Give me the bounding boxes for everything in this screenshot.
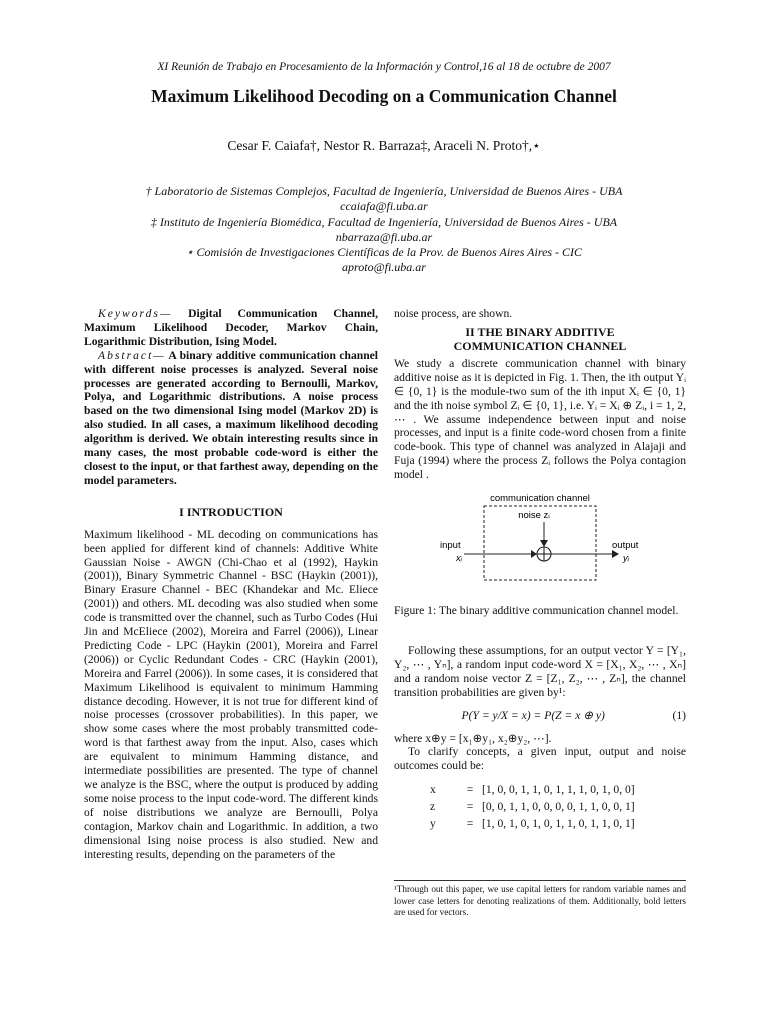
sequence-z-value: [0, 0, 1, 1, 0, 0, 0, 0, 1, 1, 0, 0, 1] xyxy=(482,800,635,814)
equation-1 xyxy=(394,709,686,723)
example-sequences xyxy=(430,781,686,832)
sequence-x-eq: = xyxy=(466,783,474,797)
input-var: xᵢ xyxy=(456,553,462,565)
equation-1-number: (1) xyxy=(672,708,686,722)
sequence-x xyxy=(430,781,686,798)
noise-arrow-head xyxy=(540,540,548,547)
paper-title: Maximum Likelihood Decoding on a Communication Channel xyxy=(151,86,617,106)
left-column xyxy=(84,307,378,861)
email-2[interactable]: nbarraza@fi.uba.ar xyxy=(335,229,433,244)
sequence-y-var: y xyxy=(430,817,436,831)
sequence-x-value: [1, 0, 0, 1, 1, 0, 1, 1, 1, 0, 1, 0, 0] xyxy=(482,783,635,797)
sequence-y-value: [1, 0, 1, 0, 1, 0, 1, 1, 0, 1, 1, 0, 1] xyxy=(482,817,635,831)
sequence-x-var: x xyxy=(430,783,436,797)
sequence-y xyxy=(430,815,686,832)
sequence-z-var: z xyxy=(430,800,436,814)
section-2-heading-line-2: COMMUNICATION CHANNEL xyxy=(453,338,627,353)
right-column xyxy=(394,307,686,836)
channel-diagram xyxy=(394,492,686,602)
affiliation-2: ‡ Instituto de Ingeniería Biomédica, Facultad de Ingeniería, Universidad de Buenos Aires - UBA xyxy=(150,214,618,229)
email-1[interactable]: ccaiafa@fi.uba.ar xyxy=(340,199,428,214)
email-3[interactable]: aproto@fi.uba.ar xyxy=(342,260,426,275)
figure-1-caption: Figure 1: The binary additive communication channel model. xyxy=(394,604,679,618)
output-arrow-head xyxy=(612,550,619,558)
continuation-text: noise process, are shown. xyxy=(394,307,513,320)
figure-1 xyxy=(394,492,686,602)
section-2-para-4: To clarify concepts, a given input, output and noise outcomes could be: xyxy=(394,745,686,773)
conference-line: XI Reunión de Trabajo en Procesamiento de la Información y Control,16 al 18 de octubre de 2007 xyxy=(157,61,611,73)
section-2-heading-line-1: II THE BINARY ADDITIVE xyxy=(465,324,615,339)
section-2-heading xyxy=(394,325,686,353)
abstract-label: Abstract— xyxy=(98,348,166,362)
sequence-z-eq: = xyxy=(466,800,474,814)
channel-box-label: communication channel xyxy=(490,493,590,505)
keywords xyxy=(84,307,378,349)
footnote-1: ¹Through out this paper, we use capital letters for random variable names and lower case letters for denoting realizations of them. Additionally, bold letters are used for vectors. xyxy=(394,880,686,919)
output-label: output xyxy=(612,540,639,552)
keywords-text: Digital Communication Channel, Maximum Likelihood Decoder, Markov Chain, Logarithmic Distribution, Ising Model. xyxy=(84,307,379,348)
affiliation-3: ⋆ Comisión de Investigaciones Científicas de la Prov. de Buenos Aires Aires - CIC xyxy=(185,245,583,260)
section-2-para-2: Following these assumptions, for an output vector Y = [Y₁, Y₂, ⋯ , Yₙ], a random input code-word X = [X₁, X₂, ⋯ , Xₙ] and a random noise vector Z = [Z₁, Z₂, ⋯ , Zₙ], the channel transition probabilities are given by¹: xyxy=(394,643,686,699)
section-1-text: Maximum likelihood - ML decoding on communications has been applied for different kind of channels: Additive White Gaussian Noise - AWGN (Chi-Chao et al (1992), Haykin (2001)), Binary Symmetric Channel - BSC (Haykin (2001)), Binary Erasure Channel - BEC (Khandekar and Mc. Eliece (2001)) and others. ML decoding was also studied when some code is transmitted over the channel, such as Turbo Codes (Hui Jin and McEliece (2002), Moreira and Farrel (2006)), Linear Predicting Code - LPC (Haykin (2001), Moreira and Farrel (2006)) or Cyclic Redundant Codes - CRC (Haykin (2001), Moreira and Farrel (2006)). In some cases, it is considered that Maximum Likelihood is equivalent to minimum Hamming distance decoding. However, it is not true for different kind of noise processes (crossover probabilities). In this paper, we show some cases where the most probably transmitted code-word is that farthest away from the input. Also, cases which are equivalent to minimum Hamming distance, and intermediate possibilities are presented. The type of channel we analyze is the BSC, where the output is produced by adding some noise process to the input code-word. The different kinds of noise distributions we analyze are Bernoulli, Polya contagion, Markov chain and Logarithmic. In addition, a two dimensional Ising noise process is also studied. New and interesting results, depending on the parameters of the xyxy=(84,527,378,861)
affiliation-1: † Laboratorio de Sistemas Complejos, Facultad de Ingeniería, Universidad de Buenos Aires - UBA xyxy=(145,184,623,198)
sequence-z xyxy=(430,798,686,815)
section-2-para-1: We study a discrete communication channel with binary additive noise as it is depicted in Fig. 1. Then, the ith output Yᵢ ∈ {0, 1} is the module-two sum of the ith input Xᵢ ∈ {0, 1} and the ith noise symbol Zᵢ ∈ {0, 1}, i.e. Yᵢ = Xᵢ ⊕ Zᵢ, i = 1, 2, ⋯ . We assume independence between input and noise processes, and input is a finite code-word chosen from a finite code-book. This type of channel was analyzed in Alajaji and Fuja (1994) where the process Zᵢ follows the Polya contagion model . xyxy=(394,356,686,482)
affiliations xyxy=(0,184,768,276)
input-label: input xyxy=(440,540,461,552)
keywords-label: Keywords— xyxy=(98,307,173,320)
authors: Cesar F. Caiafa†, Nestor R. Barraza‡, Araceli N. Proto†,⋆ xyxy=(227,138,541,153)
abstract xyxy=(84,349,378,488)
equation-1-body: P(Y = y/X = x) = P(Z = x ⊕ y) xyxy=(461,708,605,722)
noise-label: noise zᵢ xyxy=(518,510,550,522)
section-2-para-3: where x⊕y = [x₁⊕y₁, x₂⊕y₂, ⋯]. xyxy=(394,731,552,745)
output-var: yᵢ xyxy=(623,553,629,565)
input-arrow-head xyxy=(531,550,537,558)
sequence-y-eq: = xyxy=(466,817,474,831)
abstract-text: A binary additive communication channel with different noise processes is analyzed. Several noise processes are generated according to Bernoulli, Markov, Polya, and Logarithmic distributions. A noise process based on the two dimensional Ising model (Markov 2D) is also studied. In all cases, a maximum likelihood decoding algorithm is derived. We obtain interesting results since in many cases, the most probable code-word is either the closest to the input, or that farthest away, depending on the model parameters. xyxy=(84,348,379,487)
section-1-heading: I INTRODUCTION xyxy=(179,504,283,519)
